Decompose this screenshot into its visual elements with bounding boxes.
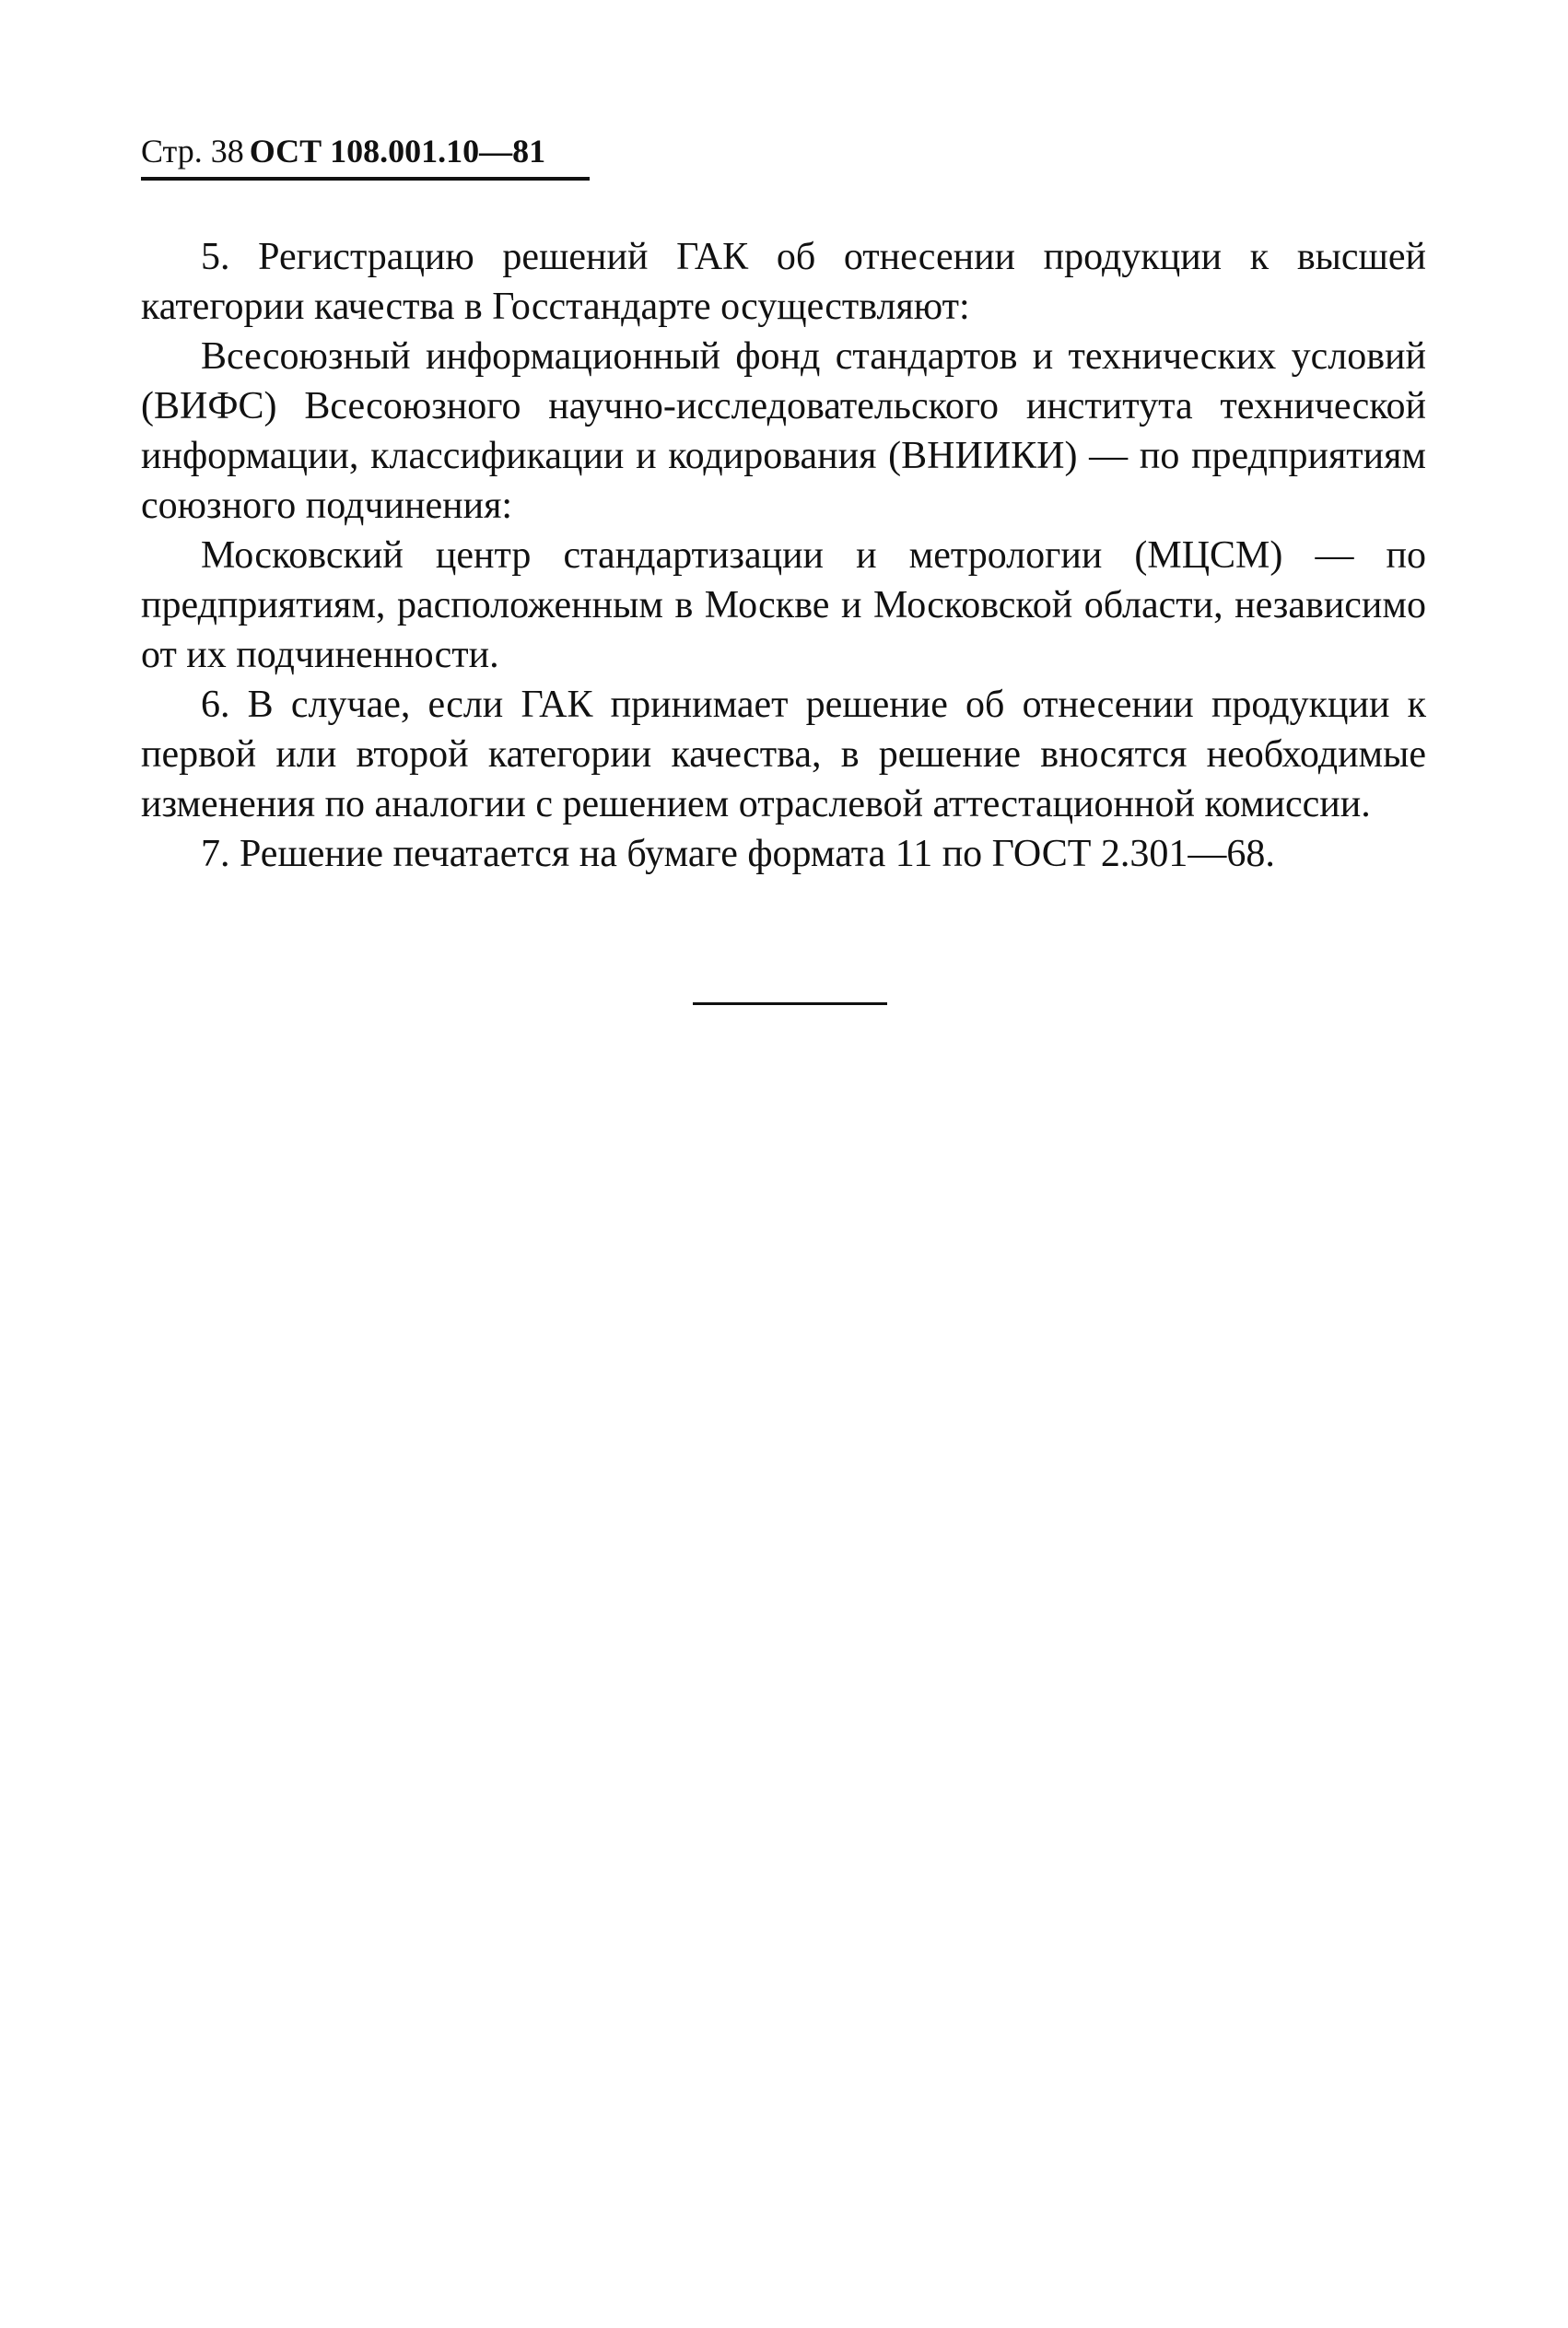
paragraph-vifs: Всесоюзный информационный фонд стандартов и технических условий (ВИФС) Всесоюзного научно-исследовательского института технической информации, классификации и кодирования (ВНИИКИ) — по предприятиям союзного подчинения:	[141, 335, 1426, 527]
paragraph-item-6: 6. В случае, если ГАК принимает решение об отнесении продукции к первой или второй категории качества, в решение вносятся необходимые изменения по аналогии с решением отраслевой аттестационной комиссии.	[141, 684, 1426, 825]
page-header	[141, 131, 545, 171]
document-body	[141, 232, 1426, 879]
end-of-text-rule	[693, 1002, 887, 1005]
header-underline	[141, 177, 590, 181]
paragraph-item-7: 7. Решение печатается на бумаге формата 11 по ГОСТ 2.301—68.	[201, 833, 1275, 875]
page-number-label: Стр. 38	[141, 133, 244, 170]
paragraph-item-5: 5. Регистрацию решений ГАК об отнесении продукции к высшей категории качества в Госстандарте осуществляют:	[141, 236, 1426, 328]
standard-code: ОСТ 108.001.10—81	[249, 133, 546, 170]
paragraph-mcsm: Московский центр стандартизации и метрологии (МЦСМ) — по предприятиям, расположенным в Москве и Московской области, независимо от их подчиненности.	[141, 534, 1426, 676]
